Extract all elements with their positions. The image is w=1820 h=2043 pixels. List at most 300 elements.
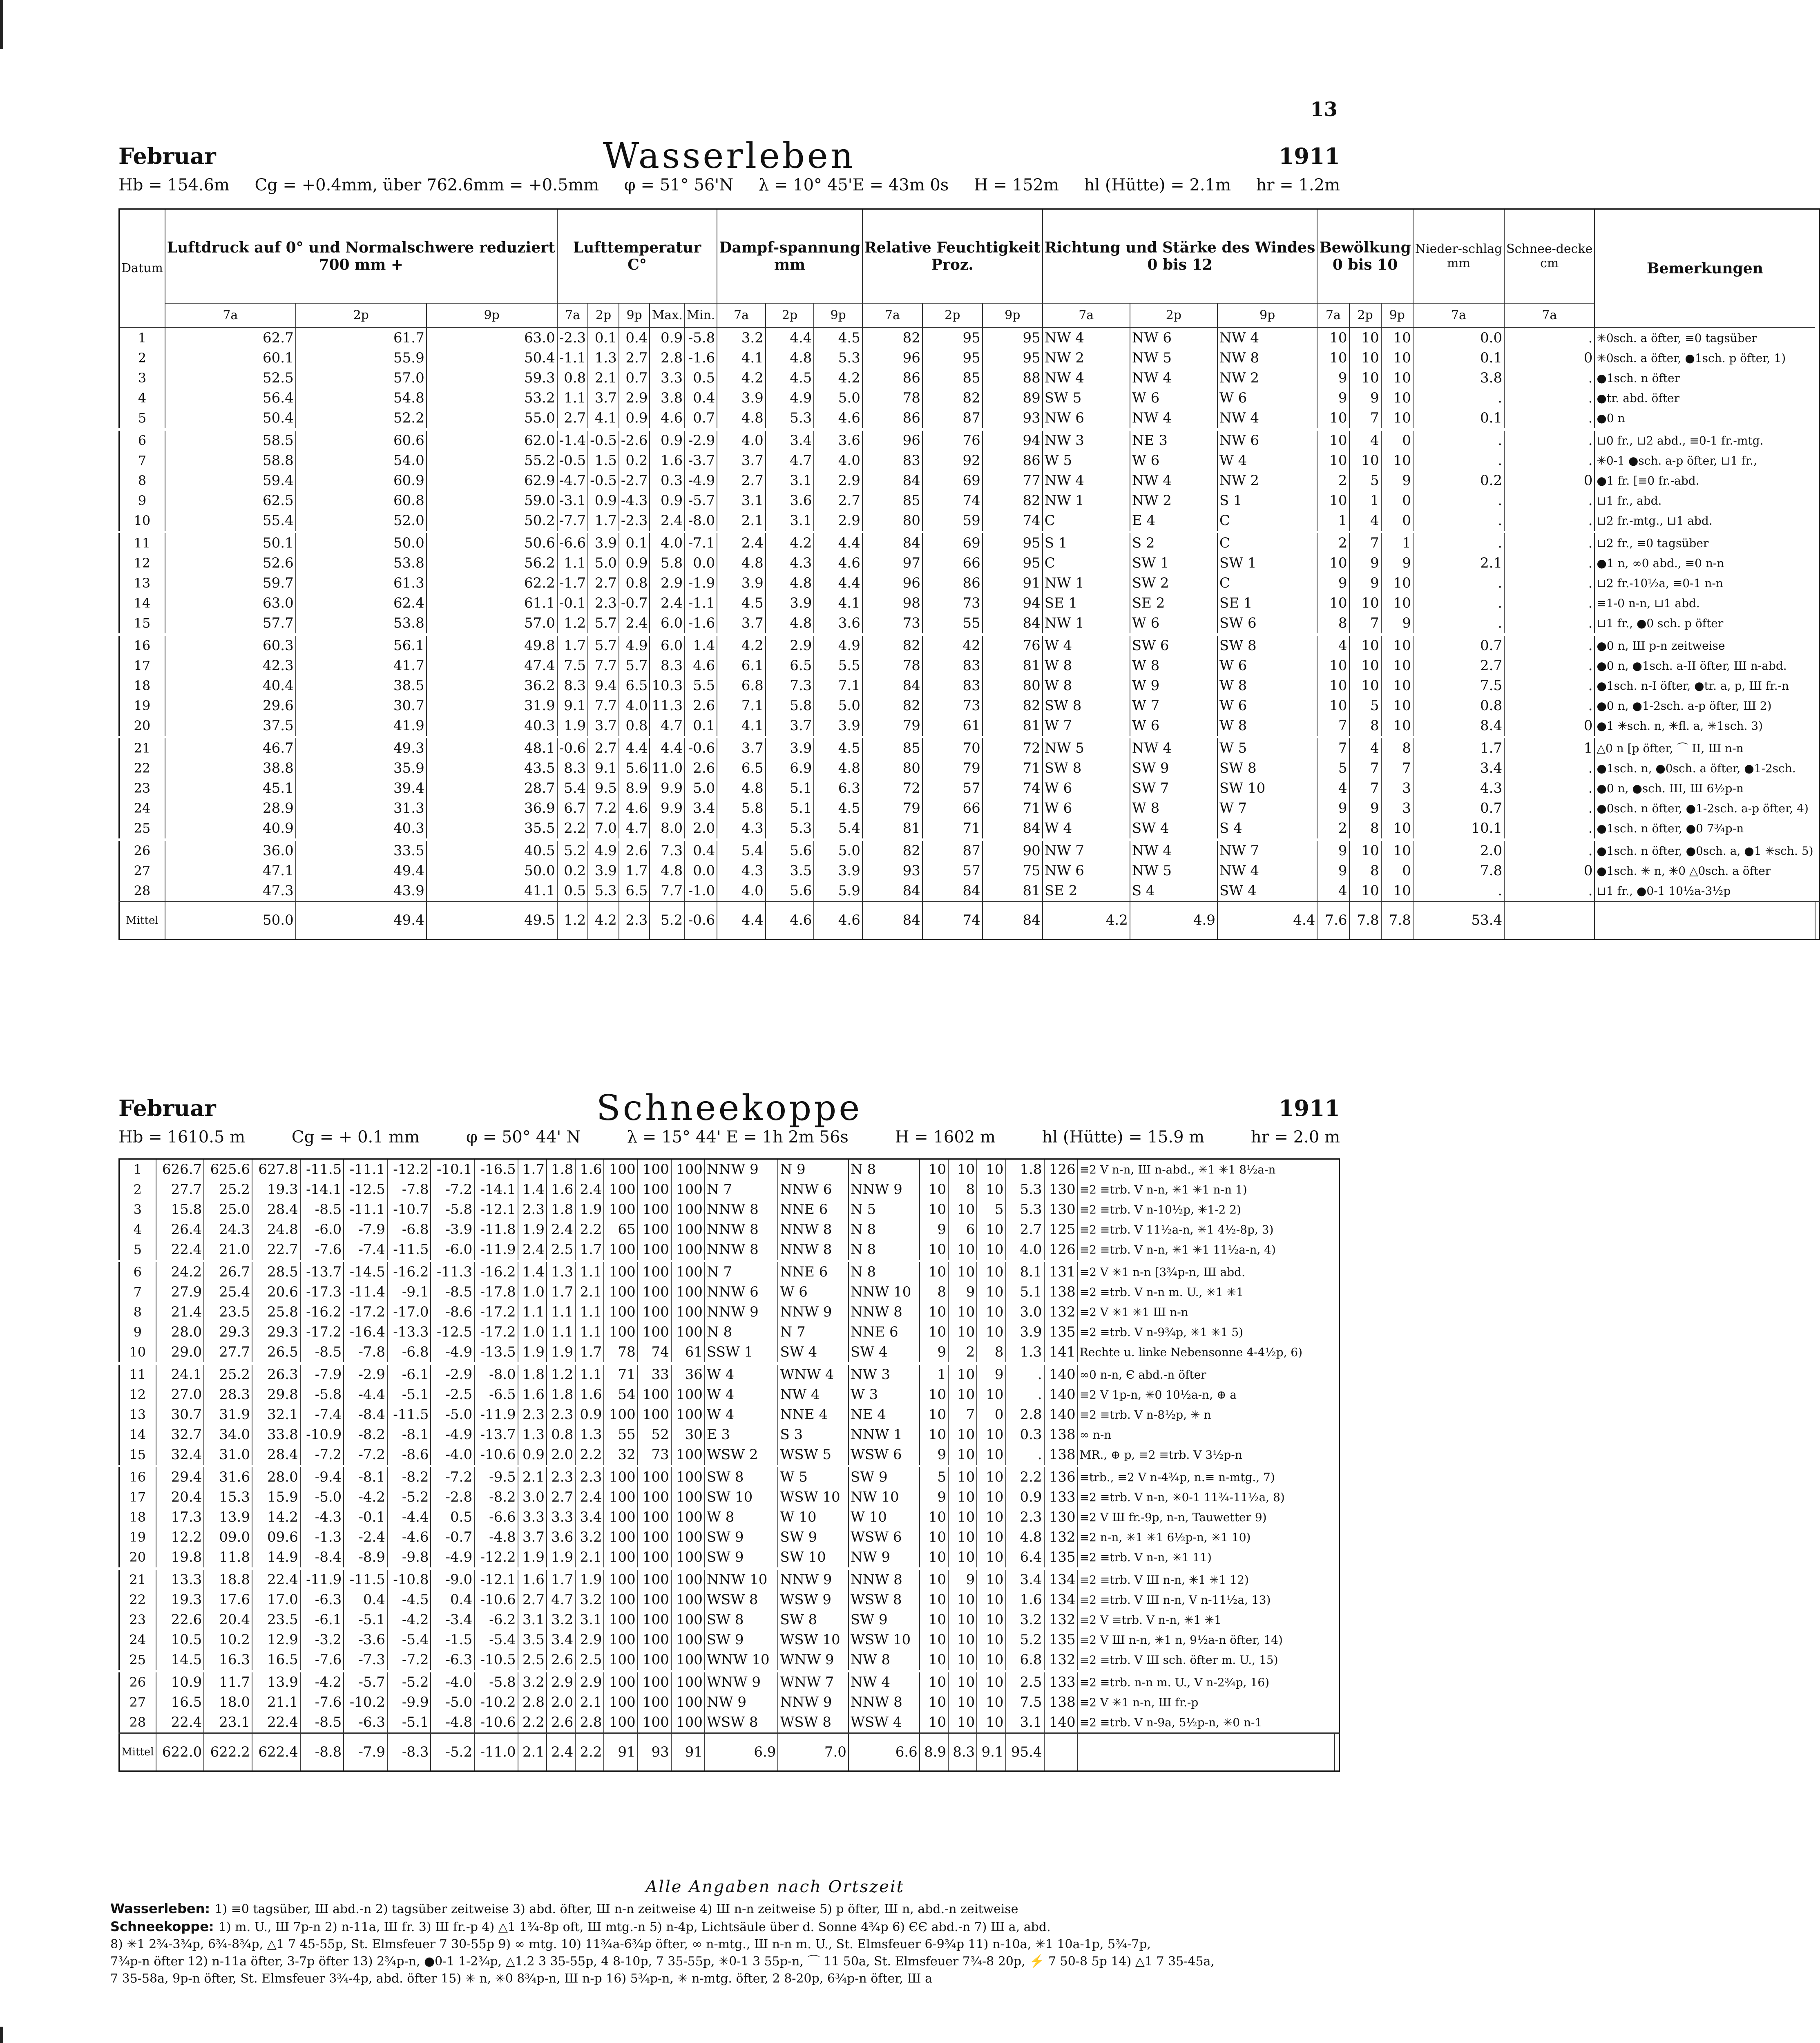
value-cell: 12.9	[252, 1630, 300, 1650]
value-cell: W 6	[1130, 613, 1217, 635]
date-cell: 27	[119, 1692, 156, 1712]
value-cell: 09.6	[252, 1527, 300, 1547]
value-cell: -8.2	[474, 1487, 518, 1507]
value-cell: 3.2	[1006, 1610, 1044, 1630]
value-cell: 0.5	[685, 368, 717, 388]
value-cell: NW 5	[1043, 737, 1130, 758]
value-cell: NW 4	[1217, 861, 1317, 881]
value-cell: 4.0	[814, 451, 862, 471]
value-cell: 9	[1317, 573, 1349, 593]
value-cell: 3.9	[1006, 1322, 1044, 1342]
value-cell: 100	[604, 1282, 637, 1302]
value-cell: 7	[1349, 613, 1381, 635]
value-cell: 10	[1381, 388, 1413, 408]
value-cell: WNW 9	[778, 1650, 848, 1671]
mean-value: 74	[922, 901, 983, 939]
value-cell: 2.3	[518, 1405, 547, 1425]
value-cell: 1.8	[1006, 1159, 1044, 1180]
value-cell: 1.6	[575, 1385, 604, 1405]
value-cell: 43.5	[427, 758, 557, 778]
value-cell: -1.0	[685, 881, 717, 902]
value-cell: 8.9	[619, 778, 650, 798]
value-cell: 86	[983, 451, 1043, 471]
value-cell: 2.4	[717, 532, 766, 553]
value-cell: 10	[977, 1487, 1005, 1507]
value-cell: -0.7	[431, 1527, 474, 1547]
remark-cell: ≡2 V ✳1 n-n [3¾p-n, Ш abd.	[1078, 1261, 1335, 1282]
value-cell: 3.4	[547, 1630, 575, 1650]
date-cell: 21	[119, 737, 165, 758]
value-cell: .	[1504, 451, 1594, 471]
value-cell: 46.7	[165, 737, 296, 758]
value-cell: -10.6	[474, 1590, 518, 1610]
value-cell: 27.0	[156, 1385, 204, 1405]
param: hr = 1.2m	[1256, 176, 1340, 194]
value-cell: 1.1	[547, 1322, 575, 1342]
value-cell: 28.4	[252, 1445, 300, 1466]
value-cell: 9	[948, 1282, 977, 1302]
value-cell: 52.2	[296, 408, 427, 429]
value-cell: 10	[977, 1712, 1005, 1733]
value-cell: 100	[638, 1466, 671, 1487]
value-cell: 3.9	[717, 388, 766, 408]
value-cell: W 4	[705, 1405, 778, 1425]
value-cell: 3.6	[766, 491, 814, 511]
remark-cell: ⊔2 fr.-10½a, ≡0-1 n-n	[1594, 573, 1815, 593]
value-cell: 71	[604, 1363, 637, 1385]
value-cell: 17.0	[252, 1590, 300, 1610]
value-cell: WSW 8	[705, 1712, 778, 1733]
value-cell: 0.5	[431, 1507, 474, 1527]
value-cell: 1.9	[518, 1342, 547, 1363]
mean-value: 2.3	[619, 901, 650, 939]
date-cell: 19	[119, 696, 165, 716]
value-cell: 10	[948, 1322, 977, 1342]
value-cell: 3.2	[547, 1610, 575, 1630]
value-cell: 69	[922, 532, 983, 553]
value-cell: 10	[977, 1507, 1005, 1527]
value-cell: 10	[920, 1692, 948, 1712]
value-cell: 10	[920, 1302, 948, 1322]
value-cell: 3.1	[766, 511, 814, 532]
value-cell: WSW 10	[849, 1630, 920, 1650]
value-cell: -5.2	[387, 1487, 431, 1507]
value-cell: 2.1	[575, 1547, 604, 1569]
value-cell: 4	[1349, 429, 1381, 451]
value-cell: 69	[922, 471, 983, 491]
footnotes	[110, 1900, 1348, 1987]
value-cell: 86	[922, 573, 983, 593]
value-cell: -4.2	[300, 1671, 344, 1692]
value-cell: NW 1	[1043, 573, 1130, 593]
value-cell: 2.8	[1006, 1405, 1044, 1425]
value-cell: WSW 6	[849, 1445, 920, 1466]
value-cell: 3.7	[717, 451, 766, 471]
value-cell: 10	[948, 1630, 977, 1650]
value-cell: 50.6	[427, 532, 557, 553]
value-cell: 132	[1044, 1527, 1078, 1547]
value-cell: 135	[1044, 1547, 1078, 1569]
value-cell: 54.0	[296, 451, 427, 471]
remark-cell: ≡2 ≡trb. V 11½a-n, ✳1 4½-8p, 3)	[1078, 1220, 1335, 1240]
value-cell: 62.0	[427, 429, 557, 451]
mean-value: -0.6	[685, 901, 717, 939]
value-cell: -8.2	[387, 1466, 431, 1487]
value-cell: 1.6	[518, 1385, 547, 1405]
date-cell: 6	[119, 1261, 156, 1282]
value-cell: 86	[862, 408, 922, 429]
value-cell: 100	[604, 1261, 637, 1282]
value-cell: 41.9	[296, 716, 427, 737]
table-row	[119, 451, 1820, 471]
value-cell: 100	[671, 1302, 705, 1322]
col-dampf: Dampf-spannung mm	[717, 209, 862, 303]
value-cell: 7.1	[814, 676, 862, 696]
value-cell: -6.6	[557, 532, 588, 553]
date-cell: 3	[119, 368, 165, 388]
value-cell: -1.6	[685, 348, 717, 368]
value-cell: 20.4	[156, 1487, 204, 1507]
value-cell: 26.7	[204, 1261, 252, 1282]
value-cell: 10	[1349, 656, 1381, 676]
value-cell: N 9	[778, 1159, 848, 1180]
value-cell: 1.1	[557, 553, 588, 573]
date-cell: 3	[119, 1200, 156, 1220]
value-cell: 98	[862, 593, 922, 613]
value-cell: 83	[922, 676, 983, 696]
mean-value: 4.2	[1043, 901, 1130, 939]
value-cell: SW 10	[778, 1547, 848, 1569]
value-cell: 9	[920, 1342, 948, 1363]
value-cell: 10	[920, 1610, 948, 1630]
value-cell: -7.2	[431, 1180, 474, 1200]
value-cell: 5.8	[766, 696, 814, 716]
value-cell: 100	[671, 1282, 705, 1302]
mean-value: 622.2	[204, 1733, 252, 1771]
value-cell: 2.7	[557, 408, 588, 429]
value-cell: 126	[1044, 1240, 1078, 1261]
value-cell: 13.9	[252, 1671, 300, 1692]
date-cell: 25	[119, 1650, 156, 1671]
date-cell: 15	[119, 1445, 156, 1466]
table-row	[119, 1220, 1340, 1240]
remark-cell: ●1sch. n öfter, ●0 7¾p-n	[1594, 818, 1815, 840]
value-cell: -6.0	[431, 1240, 474, 1261]
value-cell: 40.3	[427, 716, 557, 737]
value-cell: E 4	[1130, 511, 1217, 532]
value-cell: 8	[1381, 737, 1413, 758]
value-cell: 3.9	[717, 573, 766, 593]
value-cell: 4.3	[717, 861, 766, 881]
value-cell: N 8	[849, 1159, 920, 1180]
value-cell: 141	[1044, 1342, 1078, 1363]
value-cell: -6.1	[300, 1610, 344, 1630]
value-cell: -5.8	[431, 1200, 474, 1220]
value-cell: NNW 8	[705, 1220, 778, 1240]
value-cell: -5.7	[344, 1671, 387, 1692]
value-cell: 4.5	[814, 737, 862, 758]
sub-7a: 7a	[1504, 303, 1594, 328]
value-cell: 5.2	[557, 840, 588, 861]
value-cell: 2	[1317, 818, 1349, 840]
value-cell: 95	[922, 328, 983, 348]
value-cell: 0.5	[557, 881, 588, 902]
remark-cell: ●0 n, ●1sch. a-II öfter, Ш n-abd.	[1594, 656, 1815, 676]
value-cell: 10	[1381, 573, 1413, 593]
value-cell: 4.0	[650, 532, 685, 553]
table-row	[119, 881, 1820, 902]
value-cell: W 6	[1130, 716, 1217, 737]
remark-cell: ●1 ✳sch. n, ✳fl. a, ✳1sch. 3)	[1594, 716, 1815, 737]
value-cell: 10	[1349, 635, 1381, 656]
value-cell: WSW 9	[778, 1590, 848, 1610]
table-row	[119, 429, 1820, 451]
value-cell: 62.9	[427, 471, 557, 491]
remark-cell: ⊔2 fr., ≡0 tagsüber	[1594, 532, 1815, 553]
value-cell: 100	[671, 1527, 705, 1547]
value-cell: -7.6	[300, 1692, 344, 1712]
value-cell: 130	[1044, 1180, 1078, 1200]
remark-cell: ≡2 V ✳1 ✳1 Ш n-n	[1078, 1302, 1335, 1322]
value-cell: 3.9	[814, 861, 862, 881]
value-cell: 0.9	[619, 408, 650, 429]
remark-cell: ≡2 ≡trb. V n-n, ✳1 ✳1 n-n 1)	[1078, 1180, 1335, 1200]
value-cell: -5.0	[431, 1405, 474, 1425]
sub-9p: 9p	[1381, 303, 1413, 328]
value-cell: -6.0	[300, 1220, 344, 1240]
date-cell: 13	[119, 573, 165, 593]
remark-cell: ≡2 ≡trb. V n-8½p, ✳ n	[1078, 1405, 1335, 1425]
value-cell: -11.8	[474, 1220, 518, 1240]
value-cell: 5.7	[588, 635, 619, 656]
value-cell: 9.5	[588, 778, 619, 798]
value-cell: -9.4	[300, 1466, 344, 1487]
value-cell: 1.1	[557, 388, 588, 408]
value-cell: 81	[983, 656, 1043, 676]
value-cell: 10	[977, 1425, 1005, 1445]
value-cell: 1.7	[575, 1240, 604, 1261]
value-cell: 140	[1044, 1712, 1078, 1733]
value-cell: 1.7	[619, 861, 650, 881]
col-schneedecke: Schnee-decke cm	[1504, 209, 1594, 303]
value-cell: 82	[983, 696, 1043, 716]
value-cell: 75	[983, 861, 1043, 881]
value-cell: -13.3	[387, 1322, 431, 1342]
value-cell: 1.1	[575, 1363, 604, 1385]
mean-value: 6.9	[705, 1733, 778, 1771]
value-cell: 100	[671, 1385, 705, 1405]
value-cell: 5.0	[814, 388, 862, 408]
value-cell: 80	[862, 511, 922, 532]
value-cell: 15.8	[156, 1200, 204, 1220]
remark-cell: ⊔1 fr., ●0 sch. p öfter	[1594, 613, 1815, 635]
remark-cell: ∞ n-n	[1078, 1425, 1335, 1445]
value-cell: 2.1	[717, 511, 766, 532]
value-cell: -4.2	[344, 1487, 387, 1507]
value-cell: 1.9	[547, 1547, 575, 1569]
remark-cell: ≡2 ≡trb. V n-10½p, ✳1-2 2)	[1078, 1200, 1335, 1220]
value-cell: 4.8	[814, 758, 862, 778]
value-cell: 138	[1044, 1425, 1078, 1445]
value-cell: -7.8	[344, 1342, 387, 1363]
remark-cell: ✳0sch. a öfter, ●1sch. p öfter, 1)	[1594, 348, 1815, 368]
remark-cell: ⊔0 fr., ⊔2 abd., ≡0-1 fr.-mtg.	[1594, 429, 1815, 451]
value-cell: 31.3	[296, 798, 427, 818]
value-cell: 8.3	[557, 758, 588, 778]
value-cell: 1.5	[588, 451, 619, 471]
value-cell: 95	[983, 348, 1043, 368]
date-cell: 23	[119, 1610, 156, 1630]
value-cell: -0.6	[685, 737, 717, 758]
remark-cell: ≡2 V ≡trb. V n-n, ✳1 ✳1	[1078, 1610, 1335, 1630]
value-cell: 7.5	[557, 656, 588, 676]
value-cell: 97	[862, 553, 922, 573]
value-cell: 3.7	[766, 716, 814, 737]
value-cell: NW 4	[1130, 737, 1217, 758]
value-cell: 9	[1381, 471, 1413, 491]
date-cell: 4	[119, 1220, 156, 1240]
mean-value: 91	[604, 1733, 637, 1771]
value-cell: 13.3	[156, 1569, 204, 1590]
value-cell: 100	[638, 1507, 671, 1527]
value-cell: -8.4	[300, 1547, 344, 1569]
value-cell: -2.3	[557, 328, 588, 348]
value-cell: 10	[1381, 696, 1413, 716]
value-cell: 60.1	[165, 348, 296, 368]
value-cell: 4	[1317, 635, 1349, 656]
value-cell: WSW 8	[705, 1590, 778, 1610]
value-cell: E 3	[705, 1425, 778, 1445]
value-cell: .	[1504, 758, 1594, 778]
value-cell: 10	[948, 1261, 977, 1282]
value-cell: -4.8	[431, 1712, 474, 1733]
value-cell: 3.1	[717, 491, 766, 511]
value-cell: NW 4	[1130, 408, 1217, 429]
value-cell: 1.2	[557, 613, 588, 635]
remark-cell: ●0sch. n öfter, ●1-2sch. a-p öfter, 4)	[1594, 798, 1815, 818]
value-cell: 0.4	[619, 328, 650, 348]
value-cell: 0.9	[518, 1445, 547, 1466]
value-cell: 57.0	[296, 368, 427, 388]
value-cell: 32	[604, 1445, 637, 1466]
value-cell: 140	[1044, 1405, 1078, 1425]
value-cell: 2.6	[547, 1650, 575, 1671]
value-cell: 40.4	[165, 676, 296, 696]
value-cell: 100	[671, 1487, 705, 1507]
value-cell: 71	[922, 818, 983, 840]
value-cell: -17.2	[300, 1322, 344, 1342]
value-cell: .	[1413, 613, 1504, 635]
value-cell: 10	[1381, 635, 1413, 656]
value-cell: 60.9	[296, 471, 427, 491]
value-cell: NNW 9	[705, 1302, 778, 1322]
value-cell: 0.8	[557, 368, 588, 388]
value-cell: 29.0	[156, 1342, 204, 1363]
remark-cell: ≡2 ≡trb. V n-n m. U., ✳1 ✳1	[1078, 1282, 1335, 1302]
value-cell: 9	[1349, 553, 1381, 573]
value-cell: 7.1	[717, 696, 766, 716]
value-cell: 61	[671, 1342, 705, 1363]
value-cell: 18.8	[204, 1569, 252, 1590]
value-cell: 3.5	[766, 861, 814, 881]
value-cell: 10	[948, 1527, 977, 1547]
value-cell: 10	[977, 1692, 1005, 1712]
value-cell: 9	[1381, 553, 1413, 573]
value-cell: 28.5	[252, 1261, 300, 1282]
mean-value: 84	[862, 901, 922, 939]
value-cell: 1.6	[1006, 1590, 1044, 1610]
table-row	[119, 696, 1820, 716]
value-cell: 31.9	[204, 1405, 252, 1425]
value-cell: 100	[604, 1569, 637, 1590]
value-cell: 50.0	[427, 861, 557, 881]
date-cell: 8	[119, 1302, 156, 1322]
value-cell: 94	[983, 429, 1043, 451]
value-cell: 0.1	[588, 328, 619, 348]
value-cell: 0.8	[619, 573, 650, 593]
value-cell: 9.1	[557, 696, 588, 716]
date-cell: 17	[119, 1487, 156, 1507]
value-cell: 62.7	[165, 328, 296, 348]
value-cell: 0.7	[1413, 635, 1504, 656]
value-cell: .	[1504, 818, 1594, 840]
value-cell: 9.4	[588, 676, 619, 696]
value-cell: NW 4	[1043, 471, 1130, 491]
value-cell: 10	[1381, 328, 1413, 348]
value-cell: .	[1504, 635, 1594, 656]
value-cell: -2.7	[619, 471, 650, 491]
value-cell: -8.6	[387, 1445, 431, 1466]
value-cell: 7	[1349, 532, 1381, 553]
value-cell: -5.1	[387, 1712, 431, 1733]
mean-value: 2.2	[575, 1733, 604, 1771]
value-cell: N 8	[705, 1322, 778, 1342]
remark-cell: ≡2 ≡trb. V n-9¾p, ✳1 ✳1 5)	[1078, 1322, 1335, 1342]
date-cell: 19	[119, 1527, 156, 1547]
value-cell: 0.9	[650, 328, 685, 348]
table-row	[119, 758, 1820, 778]
table-row	[119, 328, 1820, 348]
footnote-text: 7 35-58a, 9p-n öfter, St. Elmsfeuer 3¾-4p, abd. öfter 15) ✳ n, ✳0 8¾p-n, Ш n-p 16) 5¾p-n, ✳ n-mtg. öfter, 2 8-20p, 6¾p-n öfter, Ш a	[110, 1971, 932, 1986]
value-cell: 5	[1349, 696, 1381, 716]
value-cell: NW 4	[1043, 368, 1130, 388]
value-cell: -0.5	[588, 429, 619, 451]
value-cell: 25.4	[204, 1282, 252, 1302]
value-cell: 100	[671, 1445, 705, 1466]
remark-cell: ⊔1 fr., abd.	[1594, 491, 1815, 511]
value-cell: NNW 6	[705, 1282, 778, 1302]
value-cell: 2.1	[1413, 553, 1504, 573]
value-cell: WNW 9	[705, 1671, 778, 1692]
value-cell: 7	[1349, 758, 1381, 778]
value-cell: 55.4	[165, 511, 296, 532]
value-cell: 5.8	[717, 798, 766, 818]
value-cell: .	[1504, 696, 1594, 716]
sub-9p: 9p	[619, 303, 650, 328]
value-cell: 62.4	[296, 593, 427, 613]
remark-cell: ●1 n, ∞0 abd., ≡0 n-n	[1594, 553, 1815, 573]
value-cell: 58.5	[165, 429, 296, 451]
value-cell: 10	[977, 1159, 1005, 1180]
value-cell: 100	[604, 1590, 637, 1610]
value-cell: 5	[1349, 471, 1381, 491]
value-cell: 2.4	[575, 1180, 604, 1200]
value-cell: NNW 8	[778, 1220, 848, 1240]
value-cell: 73	[862, 613, 922, 635]
value-cell: 13.9	[204, 1507, 252, 1527]
value-cell: .	[1504, 676, 1594, 696]
value-cell: 9	[948, 1569, 977, 1590]
